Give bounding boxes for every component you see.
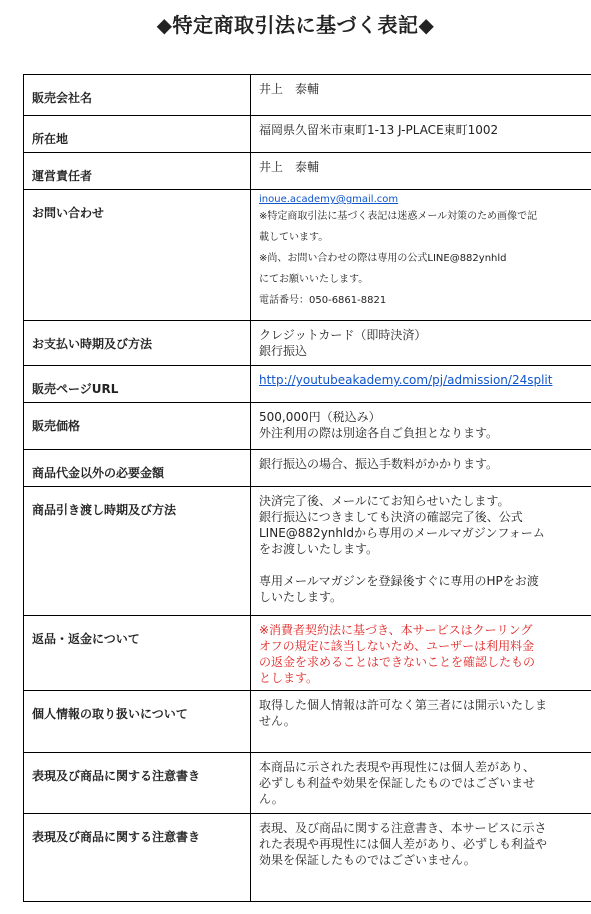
table-row-delivery [24, 487, 591, 616]
table-row-price [24, 403, 591, 450]
url-label: 販売ページURL [24, 366, 251, 403]
delivery-line: しいたします。 [259, 590, 343, 604]
table-row-refund [24, 616, 591, 691]
seller-value: 井上 泰輔 [251, 75, 591, 116]
notice-2-line: れた表現や再現性には個人差があり、必ずしも利益や [259, 837, 548, 851]
contact-line: ※特定商取引法に基づく表記は迷惑メール対策のため画像で記 [259, 211, 538, 222]
notice-2-line: 表現、及び商品に関する注意書き、本サービスに示さ [259, 821, 547, 835]
notice-1-line: 必ずしも利益や効果を保証したものではございませ [259, 776, 536, 790]
address-value: 福岡県久留米市東町1-13 J-PLACE東町1002 [251, 116, 591, 153]
sales-page-link[interactable]: http://youtubeakademy.com/pj/admission/24split [259, 373, 553, 387]
table-row-notice-2 [24, 814, 591, 902]
address-label: 所在地 [24, 116, 251, 153]
contact-email-link[interactable]: inoue.academy@gmail.com [259, 194, 399, 205]
payment-value [251, 321, 591, 366]
delivery-line: LINE@882ynhldから専用のメールマガジンフォーム [259, 526, 545, 540]
refund-label: 返品・返金について [24, 616, 251, 691]
refund-line: オフの規定に該当しないため、ユーザーは利用料金 [259, 639, 535, 653]
table-row-notice-1 [24, 753, 591, 814]
privacy-value [251, 691, 591, 753]
notice-2-line: 効果を保証したものではございません。 [259, 853, 476, 867]
manager-value: 井上 泰輔 [251, 153, 591, 190]
delivery-spacer [259, 557, 583, 573]
seller-label: 販売会社名 [24, 75, 251, 116]
payment-line: 銀行振込 [259, 344, 308, 358]
notice-2-value [251, 814, 591, 902]
refund-line: ※消費者契約法に基づき、本サービスはクーリング [259, 623, 533, 637]
table-row-seller [24, 75, 591, 116]
legal-notice-table [23, 74, 591, 902]
table-row-payment [24, 321, 591, 366]
contact-line: 載しています。 [259, 232, 329, 243]
price-label: 販売価格 [24, 403, 251, 450]
extra-cost-value: 銀行振込の場合、振込手数料がかかります。 [251, 450, 591, 487]
delivery-line: 決済完了後、メールにてお知らせいたします。 [259, 494, 510, 508]
refund-line: の返金を求めることはできないことを確認したもの [259, 655, 536, 669]
delivery-line: をお渡しいたします。 [259, 542, 379, 556]
delivery-value [251, 487, 591, 616]
delivery-label: 商品引き渡し時期及び方法 [24, 487, 251, 616]
notice-1-line: ん。 [259, 792, 284, 806]
notice-1-value [251, 753, 591, 814]
contact-label: お問い合わせ [24, 190, 251, 321]
price-value [251, 403, 591, 450]
price-line: 500,000円（税込み） [259, 410, 381, 424]
table-row-url [24, 366, 591, 403]
contact-line: ※尚、お問い合わせの際は専用の公式LINE@882ynhld [259, 253, 507, 264]
notice-1-line: 本商品に示された表現や再現性には個人差があり、 [259, 760, 536, 774]
url-value [251, 366, 591, 403]
table-row-extra-cost [24, 450, 591, 487]
refund-value [251, 616, 591, 691]
payment-label: お支払い時期及び方法 [24, 321, 251, 366]
payment-line: クレジットカード（即時決済） [259, 328, 427, 342]
delivery-line: 専用メールマガジンを登録後すぐに専用のHPをお渡 [259, 574, 539, 588]
delivery-line: 銀行振込につきましても決済の確認完了後、公式 [259, 510, 523, 524]
contact-value [251, 190, 591, 321]
notice-2-label: 表現及び商品に関する注意書き [24, 814, 251, 902]
contact-line: にてお願いいたします。 [259, 274, 369, 285]
contact-line: 電話番号：050-6861-8821 [259, 295, 387, 306]
notice-1-label: 表現及び商品に関する注意書き [24, 753, 251, 814]
privacy-line: せん。 [259, 714, 296, 728]
refund-line: とします。 [259, 671, 319, 685]
privacy-label: 個人情報の取り扱いについて [24, 691, 251, 753]
table-row-contact [24, 190, 591, 321]
privacy-line: 取得した個人情報は許可なく第三者には開示いたしま [259, 698, 548, 712]
manager-label: 運営責任者 [24, 153, 251, 190]
table-row-privacy [24, 691, 591, 753]
table-row-manager [24, 153, 591, 190]
page-title: ◆特定商取引法に基づく表記◆ [156, 13, 435, 37]
price-line: 外注利用の際は別途各自ご負担となります。 [259, 426, 499, 440]
table-row-address [24, 116, 591, 153]
extra-cost-label: 商品代金以外の必要金額 [24, 450, 251, 487]
